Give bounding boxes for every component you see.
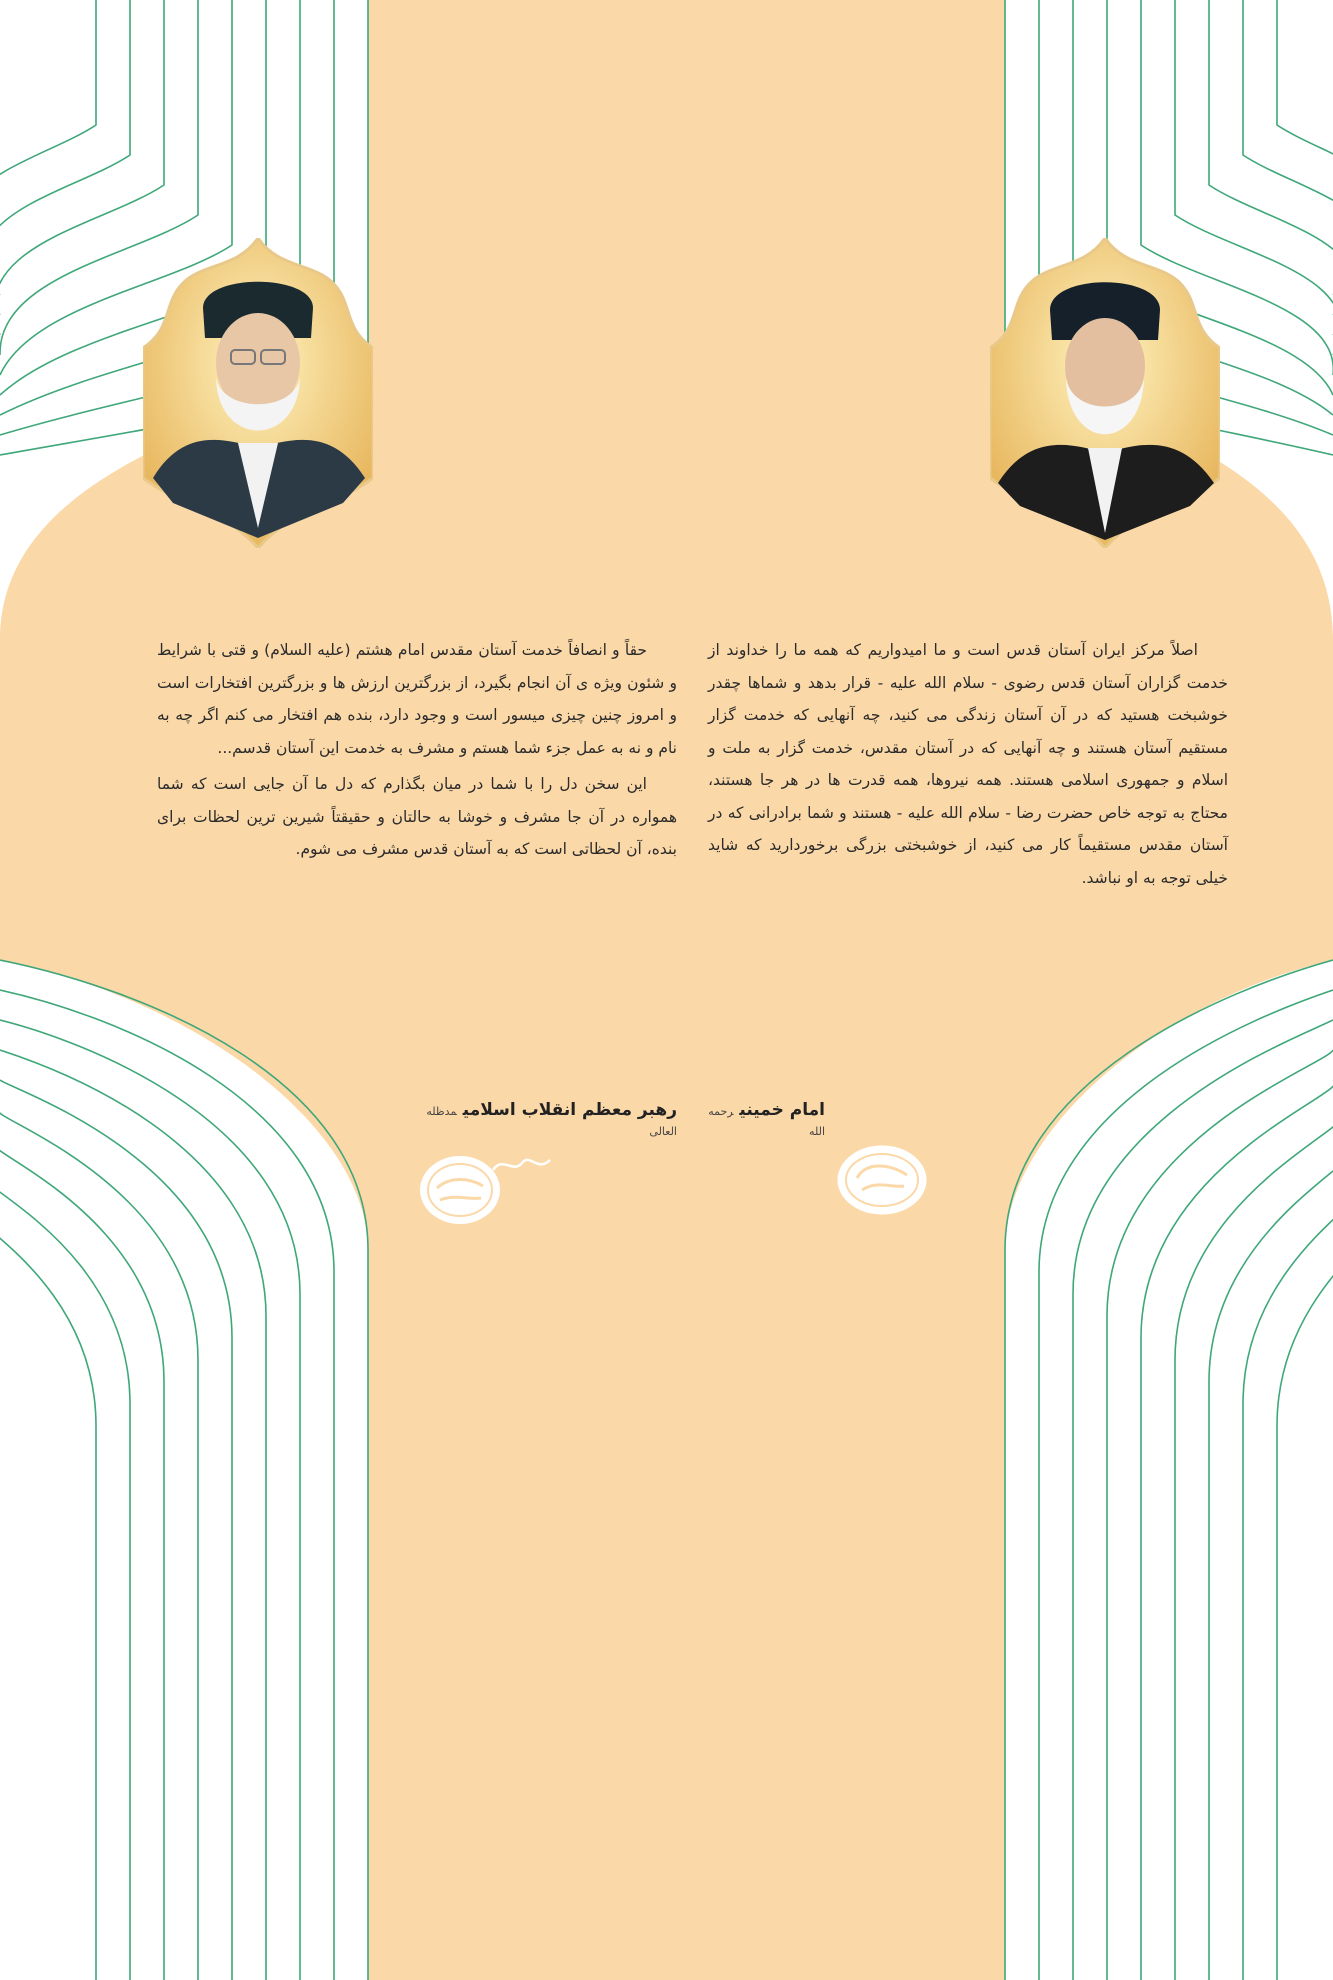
signature-left: [415, 1100, 677, 1140]
arch-line-top-right: [1277, 0, 1333, 295]
signature-right-name: امام خمینی: [739, 1100, 825, 1120]
signature-left-name: رهبر معظم انقلاب اسلامی: [462, 1100, 677, 1120]
signature-left-honorific: مدظله العالی: [426, 1105, 677, 1138]
arch-line-top-left: [0, 0, 164, 335]
arch-line-bottom-left: [0, 990, 334, 1980]
arch-line-bottom-right: [1073, 1020, 1333, 1980]
arch-line-bottom-right: [1243, 1170, 1333, 1980]
arch-line-bottom-left: [0, 1140, 164, 1980]
arch-line-top-left: [0, 0, 130, 315]
seal-right: [832, 1140, 932, 1220]
arch-line-top-left: [0, 0, 96, 295]
left-quote-paragraph-2: این سخن دل را با شما در میان بگذارم که دل ما آن جایی است که شما همواره در آن جا مشرف و خوشا به حالتان و حقیقتاً شیرین ترین لحظات برای بنده، آن لحظاتی است که به آستان قدس مشرف می شوم.: [157, 775, 677, 858]
arch-line-bottom-right: [1209, 1140, 1333, 1980]
right-quote: [708, 634, 1228, 898]
arch-line-bottom-right: [1175, 1110, 1333, 1980]
left-quote: [157, 634, 677, 870]
right-quote-text: اصلاً مرکز ایران آستان قدس است و ما امیدواریم که همه ما را خداوند از خدمت گزاران آستان قدس رضوی - سلام الله علیه - قرار بدهد و شماها چقدر خوشبخت هستید که در آن آستان زندگی می کنید، چه آنهایی که خدمت گزار مستقیم آستان هستند و چه آنهایی که در آستان مقدس، خدمت گزار به ملت و اسلام و جمهوری اسلامی هستند. همه نیروها، همه قدرت ها در هر جا هستند، محتاج به توجه خاص حضرت رضا - سلام الله علیه - هستند و شما برادرانی که در آستان مقدس مستقیماً کار می کنید، از خوشبختی بزرگی برخوردارید که شاید خیلی توجه به او نباشد.: [708, 641, 1228, 887]
arch-line-bottom-left: [0, 960, 368, 1980]
arch-line-bottom-left: [0, 1170, 130, 1980]
signature-right: [705, 1100, 825, 1140]
left-quote-paragraph-1: حقاً و انصافاً خدمت آستان مقدس امام هشتم (علیه السلام) و قتی با شرایط و شئون ویژه ی آن انجام بگیرد، از بزرگترین ارزش ها و بزرگترین افتخارات است و امروز چنین چیزی میسور است و وجود دارد، بنده هم افتخار می کنم اگر چه به نام و نه به عمل جزء شما هستم و مشرف به خدمت این آستان قدسم...: [157, 641, 677, 757]
arch-line-bottom-right: [1277, 1199, 1333, 1980]
portrait-right: [990, 238, 1220, 548]
signature-right-honorific: رحمه الله: [708, 1105, 825, 1138]
arch-line-bottom-left: [0, 1110, 198, 1980]
signature-scribble-left: [488, 1150, 558, 1180]
arch-line-bottom-left: [0, 1199, 96, 1980]
arch-line-bottom-left: [0, 1020, 300, 1980]
arch-line-bottom-left: [0, 1050, 266, 1980]
arch-line-bottom-right: [1141, 1080, 1333, 1980]
portrait-left: [143, 238, 373, 548]
arch-line-bottom-right: [1039, 990, 1333, 1980]
